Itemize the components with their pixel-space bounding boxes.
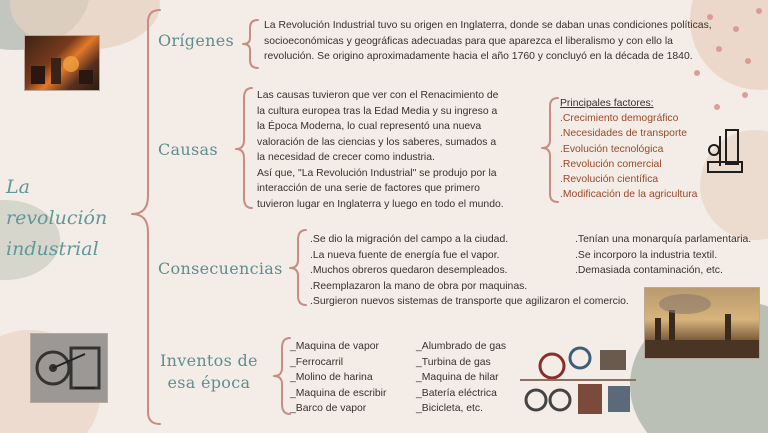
invento-item: _Maquina de vapor (290, 341, 379, 352)
consecuencia-item: .Se incorporo la industria textil. (575, 249, 718, 261)
main-title (6, 172, 124, 265)
invento-item: _Barco de vapor (290, 403, 367, 414)
machine-illustration (31, 334, 107, 402)
causas-line: la cultura europea tras la Edad Media y su ingreso a (257, 105, 498, 117)
invento-item: _Bicicleta, etc. (416, 403, 483, 414)
factores-title: Principales factores: (560, 98, 654, 109)
heading-consecuencias: Consecuencias (158, 259, 283, 278)
origenes-text (264, 18, 712, 65)
main-title-line: industrial (6, 238, 99, 260)
invento-item: _Maquina de hilar (416, 372, 499, 383)
origenes-line: socioeconómicas y geográficas adecuadas para que aparezca el liberalismo y con ello la (264, 35, 673, 47)
consecuencias-right (575, 232, 751, 279)
causas-line: valoración de las ciencias y los saberes, sumados a (257, 136, 497, 148)
factor-item: .Revolución científica (560, 174, 659, 186)
invento-item: _Batería eléctrica (416, 387, 497, 399)
foundry-illustration (25, 36, 99, 90)
main-bracket (132, 10, 160, 424)
inventos-col1 (290, 339, 386, 417)
factory-landscape-image (644, 287, 760, 359)
factores-brace (542, 98, 558, 202)
causas-line: Las causas tuvieron que ver con el Renacimiento de (257, 90, 499, 101)
invento-item: _Turbina de gas (416, 356, 491, 368)
inventos-col2 (416, 339, 506, 417)
causas-line: tuvieron lugar en Inglaterra y luego en todo el mundo. (257, 198, 504, 210)
machine-icon-drawing (702, 126, 748, 178)
factory-illustration (645, 288, 759, 358)
consecuencia-item: .Muchos obreros quedaron desempleados. (310, 265, 508, 276)
inventions-collage-illustration (516, 340, 644, 424)
machine-icon (702, 126, 748, 178)
inventos-brace (274, 338, 290, 414)
factor-item: .Revolución comercial (560, 158, 662, 170)
heading-origenes: Orígenes (158, 31, 234, 50)
invento-item: _Molino de harina (290, 372, 373, 383)
factor-item: .Necesidades de transporte (560, 128, 688, 140)
consecuencia-item: .Tenían una monarquía parlamentaria. (575, 234, 752, 245)
invento-item: _Alumbrado de gas (416, 341, 507, 352)
consecuencia-item: .La nueva fuente de energía fue el vapor. (310, 249, 500, 261)
factor-item: .Crecimiento demográfico (560, 113, 679, 125)
causas-text (257, 88, 504, 212)
consecuencia-item: .Se dio la migración del campo a la ciudad. (310, 234, 509, 245)
heading-inventos-line: esa época (167, 373, 251, 392)
consecuencia-item: .Demasiada contaminación, etc. (575, 265, 723, 276)
causas-brace (236, 88, 252, 208)
consecuencias-brace (290, 230, 306, 305)
inventions-collage-image (516, 340, 644, 424)
consecuencia-item: .Surgieron nuevos sistemas de transporte que agilizaron el comercio. (310, 296, 629, 307)
origenes-line: revolución. Se origino aproximadamente hacia el año 1760 y concluyó en la década de 1840. (264, 51, 693, 62)
origenes-line: La Revolución Industrial tuvo su origen en Inglaterra, donde se daban unas condiciones políticas, (264, 20, 712, 31)
factor-item: .Modificación de la agricultura (560, 189, 698, 201)
factores-list (560, 96, 697, 202)
main-title-line: revolución (6, 207, 108, 229)
causas-line: Así que, "La Revolución Industrial" se produjo por la (257, 167, 497, 179)
steam-engine-machine-image (30, 333, 108, 403)
heading-inventos (160, 350, 258, 394)
causas-line: interacción de una serie de factores que primero (257, 183, 480, 194)
origenes-brace (243, 20, 258, 68)
factor-item: .Evolución tecnológica (560, 143, 664, 155)
main-title-line: La (6, 176, 30, 198)
invento-item: _Ferrocarril (290, 356, 344, 368)
heading-inventos-line: Inventos de (160, 351, 258, 370)
causas-line: la necesidad de crecer como industria. (257, 152, 435, 163)
consecuencia-item: .Reemplazaron la mano de obra por maquinas. (310, 280, 528, 292)
heading-causas: Causas (158, 140, 218, 159)
foundry-image (24, 35, 100, 91)
causas-line: la Época Moderna, lo cual representó una nueva (257, 121, 482, 132)
invento-item: _Maquina de escribir (290, 387, 387, 399)
